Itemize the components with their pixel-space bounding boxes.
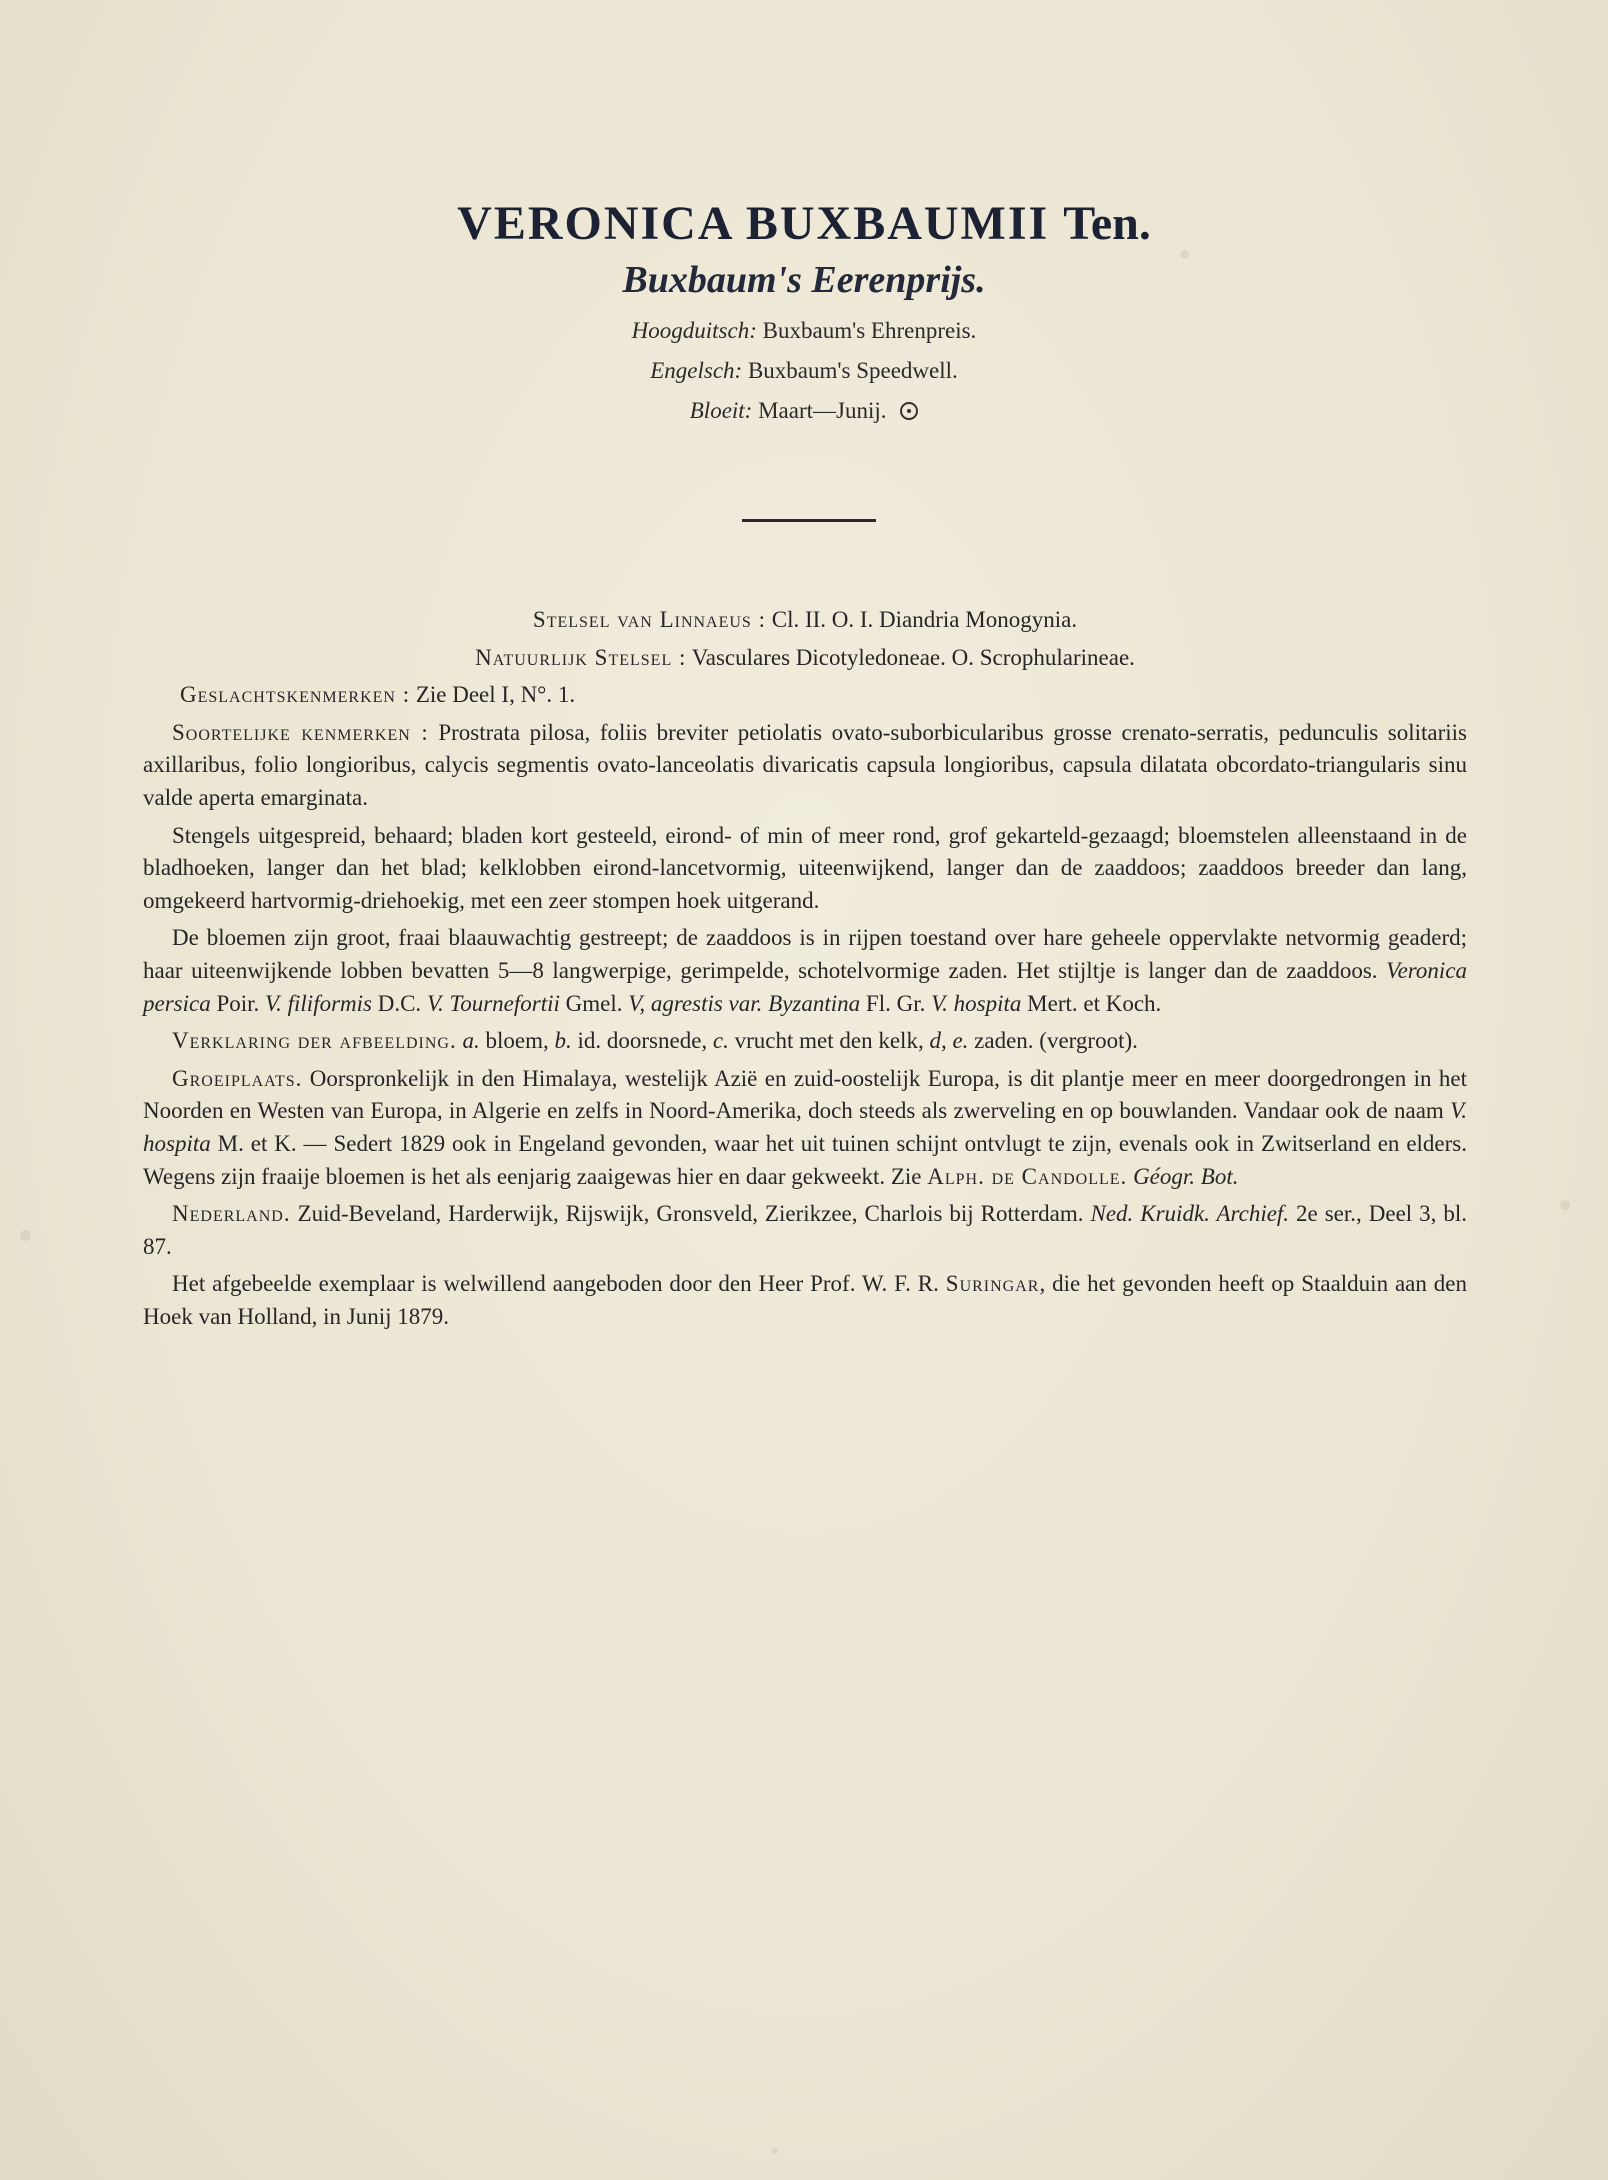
annual-symbol-icon: [900, 402, 918, 420]
genus-characters: Geslachtskenmerken : Zie Deel I, N°. 1.: [180, 682, 576, 708]
paper-speck: [20, 1230, 31, 1241]
species-characters: Soortelijke kenmerken : Prostrata pilosa, foliis breviter petiolatis ovato-suborbicularibus grosse crenato-serratis, pedunculis solitariis axillaribus, folio longioribus, calycis segmentis ovato-lanceolatis divaricatis capsula longioribus, capsula dilatata obcordato-triangularis sinu valde aperta emarginata.: [143, 719, 1468, 810]
species-name: VERONICA BUXBAUMII: [457, 197, 1050, 250]
paper-speck: [772, 2148, 778, 2154]
netherlands-localities: Nederland. Zuid-Beveland, Harderwijk, Rijswijk, Gronsveld, Zierikzee, Charlois bij Rotterdam. Ned. Kruidk. Archief. 2e ser., Deel 3, bl. 87.: [143, 1201, 1468, 1259]
specimen-note: Het afgebeelde exemplaar is welwillend aangeboden door den Heer Prof. W. F. R. Suringar, die het gevonden heeft op Staalduin aan den Hoek van Holland, in Junij 1879.: [143, 1271, 1467, 1329]
paper-speck: [1560, 1200, 1570, 1210]
divider-rule: [742, 519, 876, 522]
alias-flowering: Bloeit: Maart—Junij.: [0, 398, 1608, 424]
natural-system: Natuurlijk Stelsel : Vasculares Dicotyledoneae. O. Scrophularineae.: [475, 644, 1135, 670]
linnaeus-system: Stelsel van Linnaeus : Cl. II. O. I. Diandria Monogynia.: [532, 607, 1078, 632]
common-name: Buxbaum's Eerenprijs.: [622, 259, 986, 301]
alias-english: Engelsch: Buxbaum's Speedwell.: [650, 358, 958, 383]
habitat-description: Groeiplaats. Oorspronkelijk in den Himalaya, westelijk Azië en zuid-oostelijk Europa, is dit plantje meer en meer doorgedrongen in het Noorden en Westen van Europa, in Algerie en zelfs in Noord-Amerika, doch steeds als zwerveling en op bouwlanden. Vandaar ook de naam V. hospita M. et K. — Sedert 1829 ook in Engeland gevonden, waar het uit tuinen schijnt ontvlugt te zijn, evenals ook in Zwitserland en elders. Wegens zijn fraaije bloemen is het als eenjarig zaaigewas hier en daar gekweekt. Zie Alph. de Candolle. Géogr. Bot.: [143, 1065, 1468, 1189]
alias-german: Hoogduitsch: Buxbaum's Ehrenpreis.: [631, 318, 977, 343]
species-author: Ten.: [1063, 197, 1151, 250]
flowers-description: De bloemen zijn groot, fraai blaauwachtig gestreept; de zaaddoos is in rijpen toestand over hare geheele oppervlakte netvormig geaderd; haar uiteenwijkende lobben bevatten 5—8 langwerpige, gerimpelde, schotelvormige zaden. Het stijltje is langer dan de zaaddoos. Veronica persica Poir. V. filiformis D.C. V. Tournefortii Gmel. V, agrestis var. Byzantina Fl. Gr. V. hospita Mert. et Koch.: [143, 925, 1467, 1016]
figure-explanation: Verklaring der afbeelding. a. bloem, b. id. doorsnede, c. vrucht met den kelk, d, e. zaden. (vergroot).: [172, 1028, 1138, 1054]
species-title: [0, 196, 1608, 251]
stems-description: Stengels uitgespreid, behaard; bladen kort gesteeld, eirond- of min of meer rond, grof gekarteld-gezaagd; bloemstelen alleenstaand in de bladhoeken, langer dan het blad; kelklobben eirond-lancetvormig, uiteenwijkend, langer dan de zaaddoos; zaaddoos breeder dan lang, omgekeerd hartvormig-driehoekig, met een zeer stompen hoek uitgerand.: [143, 822, 1467, 913]
description-body: [143, 604, 1467, 1338]
